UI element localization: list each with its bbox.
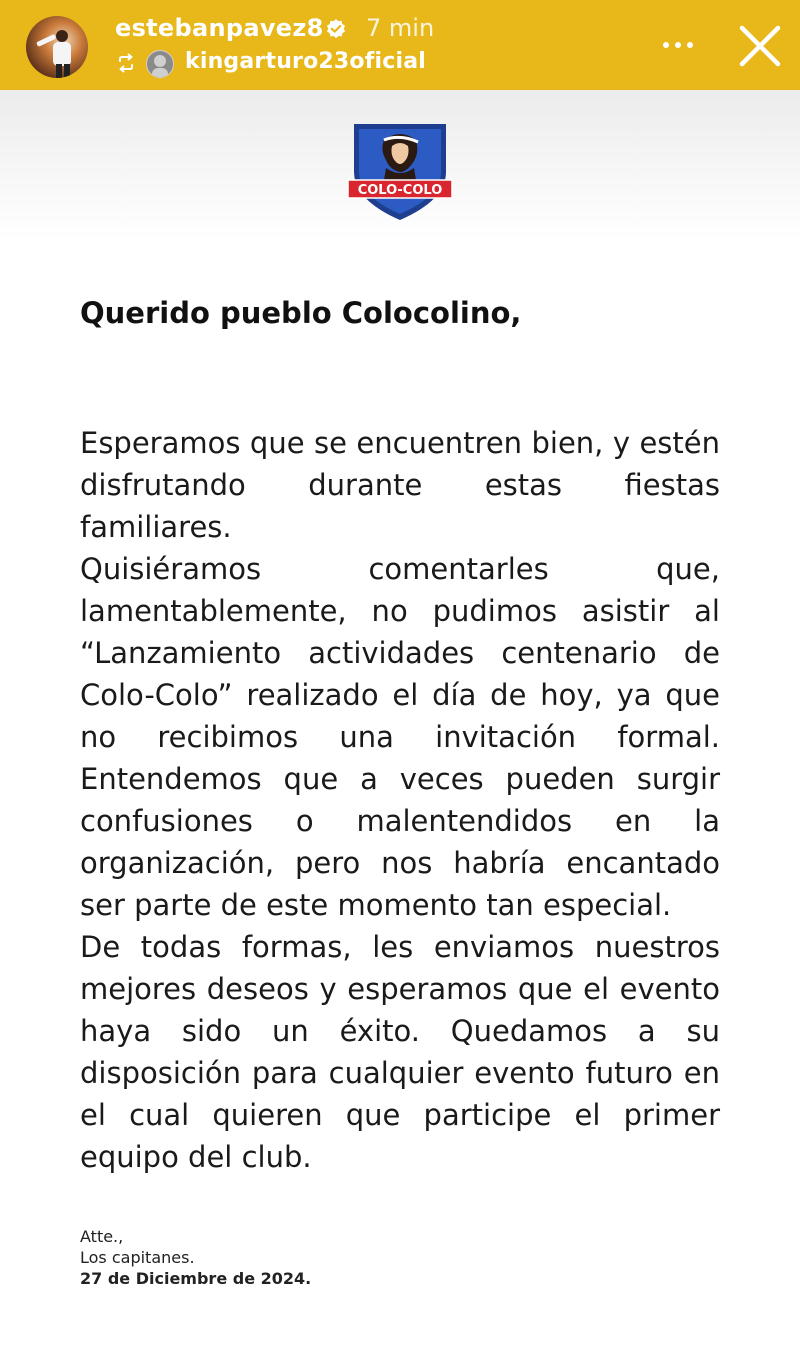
letter-paragraph: Esperamos que se encuentren bien, y estén disfrutando durante estas fiestas familiares. [80,426,720,544]
more-options-icon[interactable] [658,30,698,60]
letter-sign-off [80,1226,311,1289]
letter-date: 27 de Diciembre de 2024. [80,1269,312,1288]
letter-body [80,422,720,1178]
repost-username[interactable]: kingarturo23oficial [185,49,427,74]
story-time: 7 min [366,14,435,42]
letter-paragraph: De todas formas, les enviamos nuestros mejores deseos y esperamos que el evento haya sido un éxito. Quedamos a su disposición para cualquier evento futuro en el cual quieren que participe el primer equipo del club. [80,930,720,1174]
crest-text: COLO-COLO [357,183,443,198]
profile-avatar[interactable] [26,16,88,78]
letter-greeting: Querido pueblo Colocolino, [80,296,522,330]
letter-closing: Atte., [80,1227,124,1246]
repost-avatar[interactable] [146,50,174,78]
close-icon[interactable] [736,22,784,70]
colo-colo-crest-logo [346,120,454,222]
repost-icon [116,53,136,73]
story-header [0,0,800,90]
letter-paragraph: Quisiéramos comentarles que, lamentablemente, no pudimos asistir al “Lanzamiento actividades centenario de Colo-Colo” realizado el día de hoy, ya que no recibimos una invitación formal. Entendemos que a veces pueden surgir confusiones o malentendidos en la organización, pero nos habría encantado ser parte de este momento tan especial. [80,552,720,922]
letter-signature: Los capitanes. [80,1248,195,1267]
verified-badge-icon [326,19,346,39]
story-username[interactable]: estebanpavez8 [115,14,324,42]
